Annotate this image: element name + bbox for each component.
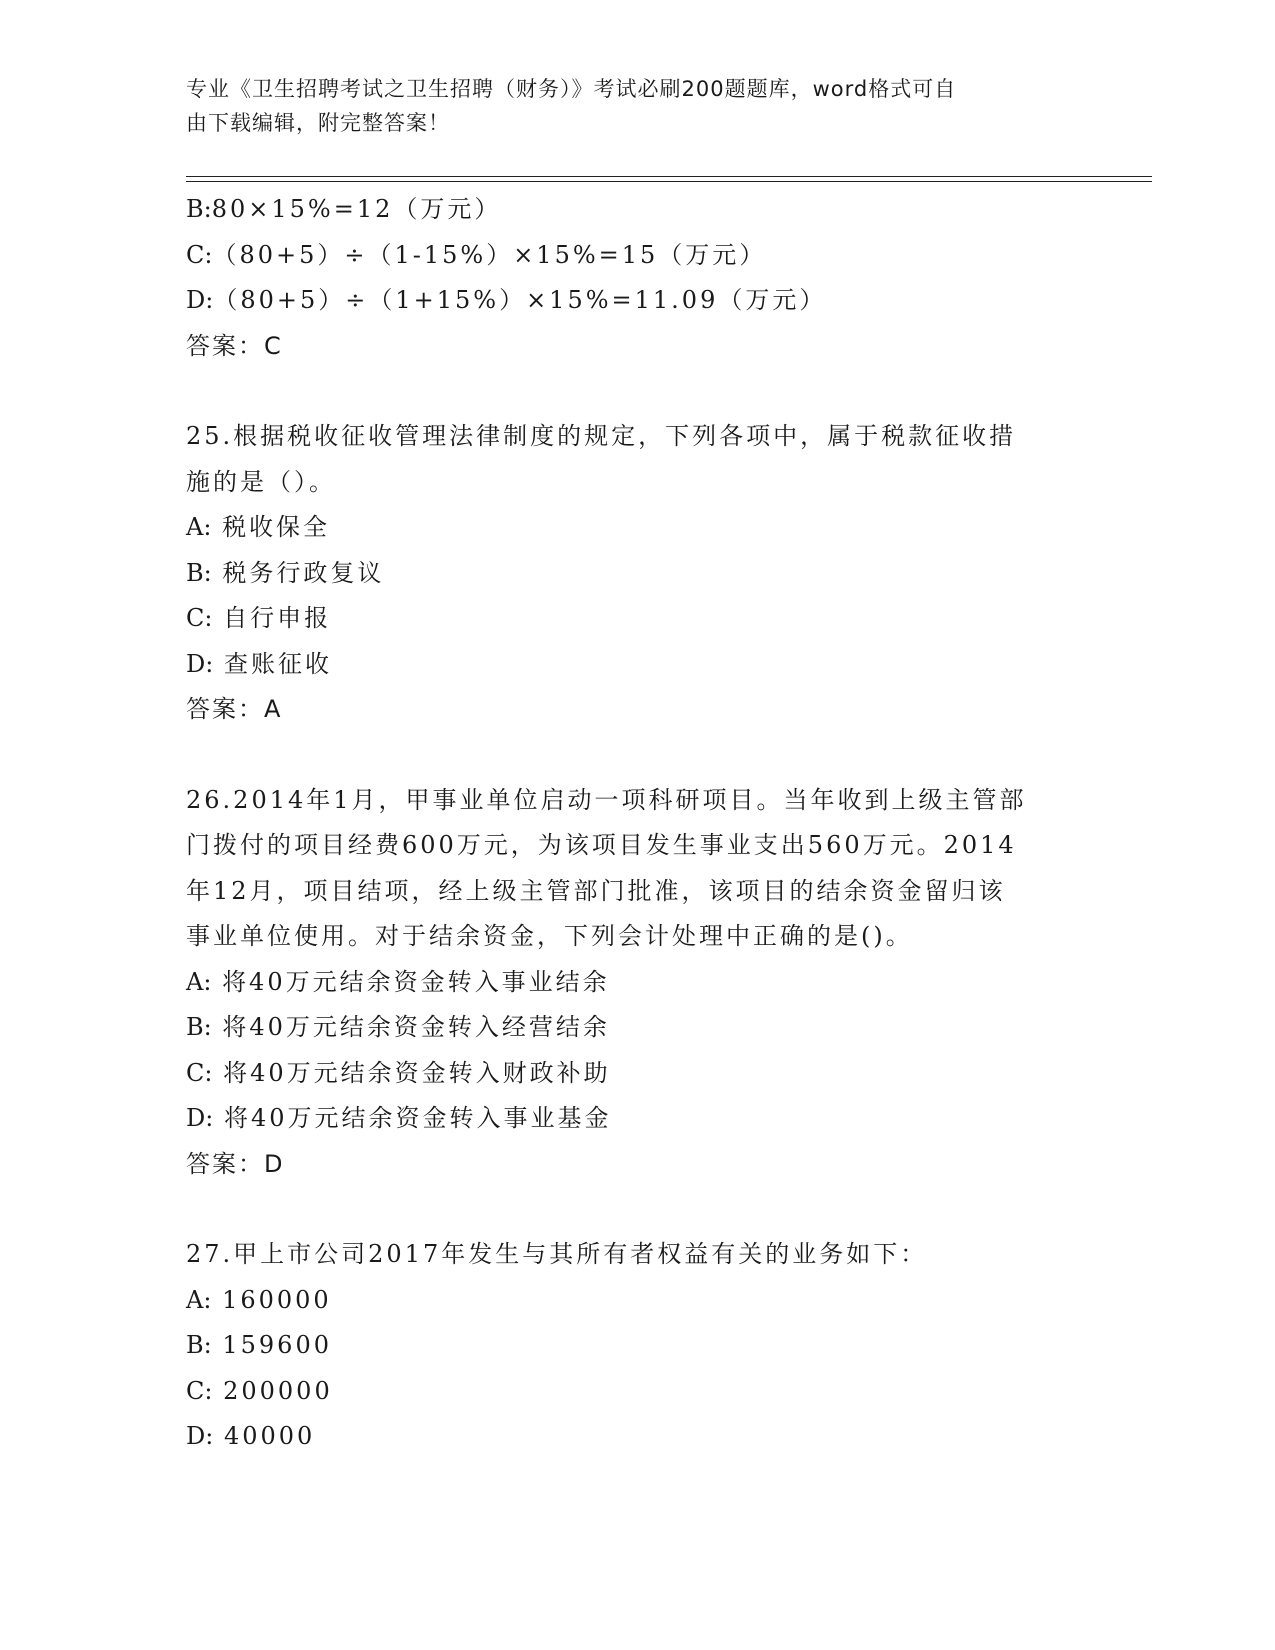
option-b: [186, 1005, 1086, 1051]
option-text: 40000: [223, 1422, 316, 1450]
question-25: [186, 414, 1086, 733]
option-text: 税收保全: [222, 513, 331, 541]
spacer: [186, 1187, 1086, 1232]
option-text: 80×15%=12（万元）: [211, 195, 502, 223]
document-header: [186, 72, 1066, 140]
option-label: A:: [186, 1285, 212, 1314]
option-label: C:: [186, 1376, 213, 1405]
option-text: 查账征收: [223, 649, 332, 678]
option-c: [186, 1369, 1086, 1415]
question-stem-line: 25.根据税收征收管理法律制度的规定，下列各项中，属于税款征收措: [186, 422, 1017, 450]
question-stem-line: 27.甲上市公司2017年发生与其所有者权益有关的业务如下：: [186, 1240, 928, 1268]
option-label: C:: [186, 1058, 213, 1087]
option-label: C:: [186, 604, 213, 632]
option-text: 160000: [222, 1285, 332, 1314]
option-label: C:: [186, 240, 213, 269]
option-label: A:: [186, 513, 212, 541]
option-label: B:: [186, 558, 212, 587]
option-text: （80+5）÷（1-15%）×15%=15（万元）: [212, 240, 767, 269]
question-stem-line: 施的是（）。: [186, 467, 336, 496]
option-text: 自行申报: [223, 604, 332, 632]
option-b: [186, 1323, 1086, 1369]
answer-line: 答案：A: [186, 695, 283, 723]
option-text: 将40万元结余资金转入事业结余: [222, 967, 610, 996]
option-text: 159600: [222, 1331, 332, 1359]
option-a: [186, 960, 1086, 1006]
question-content: [186, 187, 1086, 1460]
header-line-1: 专业《卫生招聘考试之卫生招聘（财务）》考试必刷200题题库，word格式可自: [186, 77, 957, 101]
question-stem-line: 门拨付的项目经费600万元，为该项目发生事业支出560万元。2014: [186, 831, 1017, 859]
header-divider-top: [186, 176, 1152, 177]
option-d: [186, 1096, 1086, 1142]
spacer: [186, 733, 1086, 778]
option-label: B:: [186, 1331, 212, 1359]
answer-line: 答案：C: [186, 331, 283, 360]
option-text: 将40万元结余资金转入财政补助: [223, 1058, 611, 1087]
option-b: [186, 551, 1086, 597]
option-c: [186, 233, 1086, 279]
option-label: D:: [186, 1104, 214, 1132]
option-label: A:: [186, 967, 212, 996]
question-stem-line: 年12月，项目结项，经上级主管部门批准，该项目的结余资金留归该: [186, 876, 1006, 905]
option-d: [186, 642, 1086, 688]
question-27: [186, 1232, 1086, 1460]
option-text: 200000: [223, 1376, 333, 1405]
option-label: B:: [186, 1013, 212, 1041]
option-c: [186, 1051, 1086, 1097]
answer-line: 答案：D: [186, 1149, 285, 1178]
question-stem-line: 事业单位使用。对于结余资金，下列会计处理中正确的是()。: [186, 922, 913, 950]
question-24-tail: [186, 187, 1086, 369]
header-line-2: 由下载编辑，附完整答案！: [186, 111, 450, 135]
option-label: D:: [186, 649, 214, 678]
option-label: B:: [186, 195, 212, 223]
option-b: [186, 187, 1086, 233]
option-label: D:: [186, 1422, 214, 1450]
option-d: [186, 278, 1086, 324]
question-26: [186, 778, 1086, 1188]
spacer: [186, 369, 1086, 414]
option-text: 将40万元结余资金转入经营结余: [222, 1013, 610, 1041]
question-stem-line: 26.2014年1月，甲事业单位启动一项科研项目。当年收到上级主管部: [186, 785, 1027, 814]
option-c: [186, 596, 1086, 642]
option-text: （80+5）÷（1+15%）×15%=11.09（万元）: [213, 286, 827, 314]
option-text: 将40万元结余资金转入事业基金: [223, 1104, 612, 1132]
option-a: [186, 505, 1086, 551]
option-text: 税务行政复议: [222, 558, 385, 587]
option-d: [186, 1414, 1086, 1460]
option-a: [186, 1278, 1086, 1324]
option-label: D:: [186, 286, 214, 314]
header-divider-bottom: [186, 181, 1152, 182]
